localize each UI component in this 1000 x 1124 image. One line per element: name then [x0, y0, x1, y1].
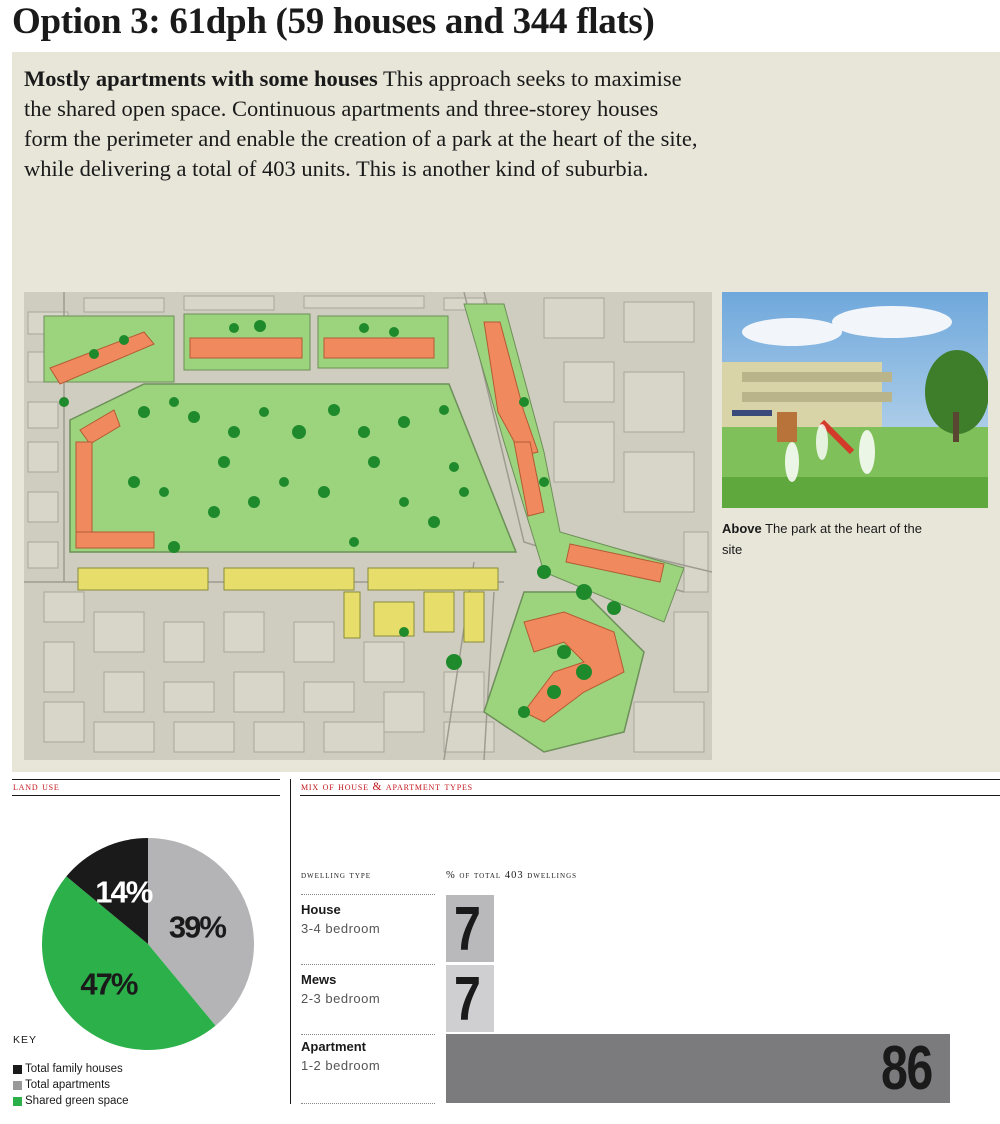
land-use-rule — [12, 779, 280, 780]
row-rule — [301, 964, 435, 965]
caption-body: The park at the heart of the site — [722, 521, 922, 557]
pie-label: 14% — [95, 874, 152, 910]
key-swatch — [13, 1065, 22, 1074]
pie-label: 47% — [80, 966, 137, 1002]
photo-caption — [722, 518, 922, 560]
row-rule — [301, 894, 435, 895]
key-swatch — [13, 1081, 22, 1090]
dwelling-name-house: House — [301, 902, 341, 917]
land-use-rule-2 — [12, 795, 280, 796]
mix-rule-2 — [300, 795, 1000, 796]
key-item-family-houses — [13, 1063, 123, 1075]
land-use-heading: land use — [13, 781, 60, 793]
intro-body: This approach seeks to maximise the shared open space. Continuous apartments and three-storey houses form the perimeter and enable the creation of a park at the heart of the site, while delivering a total of 403 units. This is another kind of suburbia. — [24, 66, 698, 181]
dwelling-sub-apartment: 1-2 bedroom — [301, 1058, 381, 1073]
section-divider — [290, 779, 291, 1104]
site-plan-image — [24, 292, 712, 760]
dwelling-sub-mews: 2-3 bedroom — [301, 991, 381, 1006]
bar-value-label: 7 — [454, 895, 480, 964]
pie-label: 39% — [168, 909, 225, 945]
dwelling-type-header: dwelling type — [301, 870, 372, 881]
key-label: Total apartments — [25, 1079, 111, 1091]
key-label: Shared green space — [25, 1095, 129, 1107]
bar-value-label: 7 — [454, 965, 480, 1034]
dwelling-name-apartment: Apartment — [301, 1039, 367, 1054]
row-rule — [301, 1103, 435, 1104]
key-item-apartments — [13, 1079, 110, 1091]
bar-apartment — [446, 1034, 950, 1103]
percent-total-header: % of total 403 dwellings — [446, 870, 578, 881]
park-photo-image — [722, 292, 988, 508]
page-title: Option 3: 61dph (59 houses and 344 flats) — [12, 1, 655, 42]
content-panel — [12, 52, 1000, 772]
intro-lead: Mostly apartments with some houses — [24, 66, 378, 91]
row-rule — [301, 1034, 435, 1035]
land-use-pie-chart — [30, 826, 266, 1062]
key-label: Total family houses — [25, 1063, 123, 1075]
key-title: KEY — [13, 1034, 38, 1046]
dwelling-sub-house: 3-4 bedroom — [301, 921, 381, 936]
dwelling-name-mews: Mews — [301, 972, 337, 987]
mix-rule — [300, 779, 1000, 780]
key-swatch — [13, 1097, 22, 1106]
bar-value-label: 86 — [881, 1034, 933, 1103]
intro-paragraph — [24, 64, 704, 184]
caption-lead: Above — [722, 521, 762, 536]
mix-heading: mix of house & apartment types — [301, 781, 473, 793]
key-item-green-space — [13, 1095, 129, 1107]
